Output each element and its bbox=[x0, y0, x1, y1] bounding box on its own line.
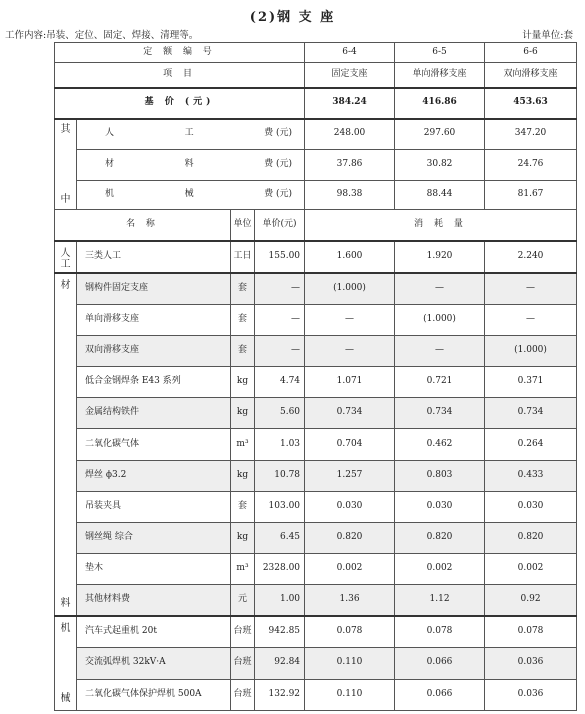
category-char-bottom: 械 bbox=[60, 693, 71, 704]
consumption-value: 0.264 bbox=[485, 429, 577, 460]
resource-name: 二氧化碳气体 bbox=[77, 429, 231, 460]
resource-price: 942.85 bbox=[255, 616, 305, 648]
item-label: 项 目 bbox=[55, 63, 305, 88]
category-char-top: 人 bbox=[60, 248, 71, 259]
resource-name: 三类人工 bbox=[77, 241, 231, 273]
among-row bbox=[55, 119, 577, 150]
category-cell bbox=[55, 241, 77, 273]
resource-row bbox=[55, 679, 577, 711]
consumption-value: 0.820 bbox=[485, 522, 577, 553]
consumption-value: (1.000) bbox=[305, 273, 395, 304]
consumption-value: 0.002 bbox=[305, 554, 395, 585]
base-price-row bbox=[55, 88, 577, 119]
consumption-value: 0.820 bbox=[305, 522, 395, 553]
among-label-part: 费 (元) bbox=[264, 188, 293, 199]
among-label-part: 械 bbox=[184, 188, 194, 199]
consumption-value: 0.030 bbox=[305, 491, 395, 522]
among-value: 37.86 bbox=[305, 149, 395, 181]
quota-table bbox=[54, 42, 577, 711]
resource-row bbox=[55, 491, 577, 522]
resource-price: — bbox=[255, 335, 305, 366]
resource-row bbox=[55, 585, 577, 616]
consumption-value: 0.036 bbox=[485, 648, 577, 680]
among-label-text bbox=[77, 160, 304, 170]
resource-price: 1.00 bbox=[255, 585, 305, 616]
consumption-value: 0.078 bbox=[305, 616, 395, 648]
labor-section bbox=[55, 241, 577, 273]
resource-price: — bbox=[255, 273, 305, 304]
resource-price: 92.84 bbox=[255, 648, 305, 680]
material-section bbox=[55, 273, 577, 616]
quota-code-row bbox=[55, 43, 577, 63]
consumption-value: — bbox=[485, 273, 577, 304]
consumption-value: 1.36 bbox=[305, 585, 395, 616]
consumption-value: 0.078 bbox=[395, 616, 485, 648]
among-row bbox=[55, 181, 577, 209]
resource-unit: kg bbox=[231, 367, 255, 398]
among-label bbox=[77, 119, 305, 150]
resource-price: 2328.00 bbox=[255, 554, 305, 585]
base-price-value: 453.63 bbox=[485, 88, 577, 119]
resource-unit: 套 bbox=[231, 273, 255, 304]
consumption-value: 1.12 bbox=[395, 585, 485, 616]
among-value: 347.20 bbox=[485, 119, 577, 150]
resource-row bbox=[55, 616, 577, 648]
resource-row bbox=[55, 522, 577, 553]
consumption-value: 0.820 bbox=[395, 522, 485, 553]
among-label-part: 费 (元) bbox=[264, 128, 293, 139]
consumption-value: 0.036 bbox=[485, 679, 577, 711]
resource-unit: m³ bbox=[231, 554, 255, 585]
resource-unit: 套 bbox=[231, 304, 255, 335]
machine-section bbox=[55, 616, 577, 711]
among-value: 248.00 bbox=[305, 119, 395, 150]
base-price-value: 416.86 bbox=[395, 88, 485, 119]
category-label bbox=[55, 242, 76, 272]
consumption-value: 1.257 bbox=[305, 460, 395, 491]
resource-unit: kg bbox=[231, 522, 255, 553]
resource-name: 垫木 bbox=[77, 554, 231, 585]
among-label-part: 机 bbox=[105, 188, 115, 199]
resource-price: 1.03 bbox=[255, 429, 305, 460]
resource-name: 钢构件固定支座 bbox=[77, 273, 231, 304]
resource-name: 单向滑移支座 bbox=[77, 304, 231, 335]
consumption-value: — bbox=[395, 335, 485, 366]
consumption-value: 0.002 bbox=[395, 554, 485, 585]
resource-row bbox=[55, 367, 577, 398]
resource-name: 焊丝 ϕ3.2 bbox=[77, 460, 231, 491]
category-char-top: 机 bbox=[60, 623, 71, 634]
resource-name: 其他材料费 bbox=[77, 585, 231, 616]
consumption-value: 0.078 bbox=[485, 616, 577, 648]
resource-unit: kg bbox=[231, 460, 255, 491]
consumption-value: 0.704 bbox=[305, 429, 395, 460]
resource-row bbox=[55, 273, 577, 304]
work-content: 工作内容:吊装、定位、固定、焊接、清理等。 bbox=[5, 30, 199, 41]
item-name: 双向滑移支座 bbox=[485, 63, 577, 88]
consumption-value: 0.92 bbox=[485, 585, 577, 616]
category-cell bbox=[55, 119, 77, 210]
resource-row bbox=[55, 648, 577, 680]
among-value: 24.76 bbox=[485, 149, 577, 181]
among-label bbox=[77, 149, 305, 181]
among-label-text bbox=[77, 129, 304, 139]
consumption-value: — bbox=[395, 273, 485, 304]
resource-price: 10.78 bbox=[255, 460, 305, 491]
consumption-value: (1.000) bbox=[485, 335, 577, 366]
resource-name: 金属结构铁件 bbox=[77, 398, 231, 429]
resource-unit: 工日 bbox=[231, 241, 255, 273]
resource-row bbox=[55, 554, 577, 585]
consumption-value: 1.600 bbox=[305, 241, 395, 273]
resource-row bbox=[55, 460, 577, 491]
resource-price: 103.00 bbox=[255, 491, 305, 522]
consumption-value: 0.803 bbox=[395, 460, 485, 491]
resource-name: 低合金钢焊条 E43 系列 bbox=[77, 367, 231, 398]
resource-unit: m³ bbox=[231, 429, 255, 460]
consumption-value: 0.066 bbox=[395, 679, 485, 711]
consumption-value: 0.110 bbox=[305, 679, 395, 711]
resource-name: 交流弧焊机 32kV·A bbox=[77, 648, 231, 680]
column-header-row bbox=[55, 209, 577, 241]
code-cell: 6-5 bbox=[395, 43, 485, 63]
consumption-value: 2.240 bbox=[485, 241, 577, 273]
resource-unit: 台班 bbox=[231, 679, 255, 711]
resource-price: 132.92 bbox=[255, 679, 305, 711]
resource-row bbox=[55, 429, 577, 460]
resource-name: 二氧化碳气体保护焊机 500A bbox=[77, 679, 231, 711]
category-label bbox=[55, 120, 76, 209]
name-header: 名 称 bbox=[55, 209, 231, 241]
among-section bbox=[55, 119, 577, 210]
category-char-bottom: 料 bbox=[60, 598, 71, 609]
consumption-value: 0.002 bbox=[485, 554, 577, 585]
consumption-value: (1.000) bbox=[395, 304, 485, 335]
among-label-part: 工 bbox=[184, 128, 194, 139]
resource-row bbox=[55, 398, 577, 429]
resource-unit: 套 bbox=[231, 335, 255, 366]
consumption-value: 0.110 bbox=[305, 648, 395, 680]
among-row bbox=[55, 149, 577, 181]
category-cell bbox=[55, 616, 77, 711]
resource-row bbox=[55, 304, 577, 335]
category-label bbox=[55, 617, 76, 710]
consumption-header: 消 耗 量 bbox=[305, 209, 577, 241]
consumption-value: 0.433 bbox=[485, 460, 577, 491]
resource-price: — bbox=[255, 304, 305, 335]
among-label-part: 料 bbox=[184, 158, 194, 169]
measurement-unit: 计量单位:套 bbox=[522, 30, 573, 41]
among-value: 30.82 bbox=[395, 149, 485, 181]
consumption-value: 0.030 bbox=[395, 491, 485, 522]
resource-name: 吊装夹具 bbox=[77, 491, 231, 522]
consumption-value: 0.371 bbox=[485, 367, 577, 398]
consumption-value: 0.030 bbox=[485, 491, 577, 522]
among-value: 297.60 bbox=[395, 119, 485, 150]
resource-price: 5.60 bbox=[255, 398, 305, 429]
among-value: 98.38 bbox=[305, 181, 395, 209]
among-value: 81.67 bbox=[485, 181, 577, 209]
consumption-value: 0.721 bbox=[395, 367, 485, 398]
price-header: 单价(元) bbox=[255, 209, 305, 241]
resource-row bbox=[55, 335, 577, 366]
consumption-value: 1.920 bbox=[395, 241, 485, 273]
resource-price: 155.00 bbox=[255, 241, 305, 273]
among-label-part: 费 (元) bbox=[264, 158, 293, 169]
among-label bbox=[77, 181, 305, 209]
among-label-text bbox=[77, 190, 304, 200]
consumption-value: — bbox=[485, 304, 577, 335]
resource-price: 4.74 bbox=[255, 367, 305, 398]
consumption-value: 0.734 bbox=[395, 398, 485, 429]
base-price-value: 384.24 bbox=[305, 88, 395, 119]
resource-name: 汽车式起重机 20t bbox=[77, 616, 231, 648]
code-cell: 6-6 bbox=[485, 43, 577, 63]
consumption-value: 0.734 bbox=[305, 398, 395, 429]
resource-unit: 台班 bbox=[231, 616, 255, 648]
item-row bbox=[55, 63, 577, 88]
among-value: 88.44 bbox=[395, 181, 485, 209]
item-name: 固定支座 bbox=[305, 63, 395, 88]
category-char-top: 其 bbox=[60, 123, 71, 135]
resource-unit: 元 bbox=[231, 585, 255, 616]
resource-name: 钢丝绳 综合 bbox=[77, 522, 231, 553]
resource-unit: 台班 bbox=[231, 648, 255, 680]
resource-price: 6.45 bbox=[255, 522, 305, 553]
consumption-value: — bbox=[305, 335, 395, 366]
unit-header: 单位 bbox=[231, 209, 255, 241]
code-cell: 6-4 bbox=[305, 43, 395, 63]
consumption-value: 0.066 bbox=[395, 648, 485, 680]
among-label-part: 人 bbox=[105, 128, 115, 139]
among-label-part: 材 bbox=[105, 158, 115, 169]
quota-no-label: 定 额 编 号 bbox=[55, 43, 305, 63]
consumption-value: 1.071 bbox=[305, 367, 395, 398]
consumption-value: 0.462 bbox=[395, 429, 485, 460]
category-char-bottom: 中 bbox=[60, 193, 71, 205]
resource-name: 双向滑移支座 bbox=[77, 335, 231, 366]
resource-unit: 套 bbox=[231, 491, 255, 522]
consumption-value: — bbox=[305, 304, 395, 335]
item-name: 单向滑移支座 bbox=[395, 63, 485, 88]
category-char-bottom: 工 bbox=[60, 259, 71, 270]
resource-row bbox=[55, 241, 577, 273]
base-price-label: 基 价 (元) bbox=[55, 88, 305, 119]
category-cell bbox=[55, 273, 77, 616]
consumption-value: 0.734 bbox=[485, 398, 577, 429]
category-label bbox=[55, 274, 76, 615]
resource-unit: kg bbox=[231, 398, 255, 429]
page-title: (2)钢 支 座 bbox=[249, 10, 336, 25]
category-char-top: 材 bbox=[60, 280, 71, 291]
